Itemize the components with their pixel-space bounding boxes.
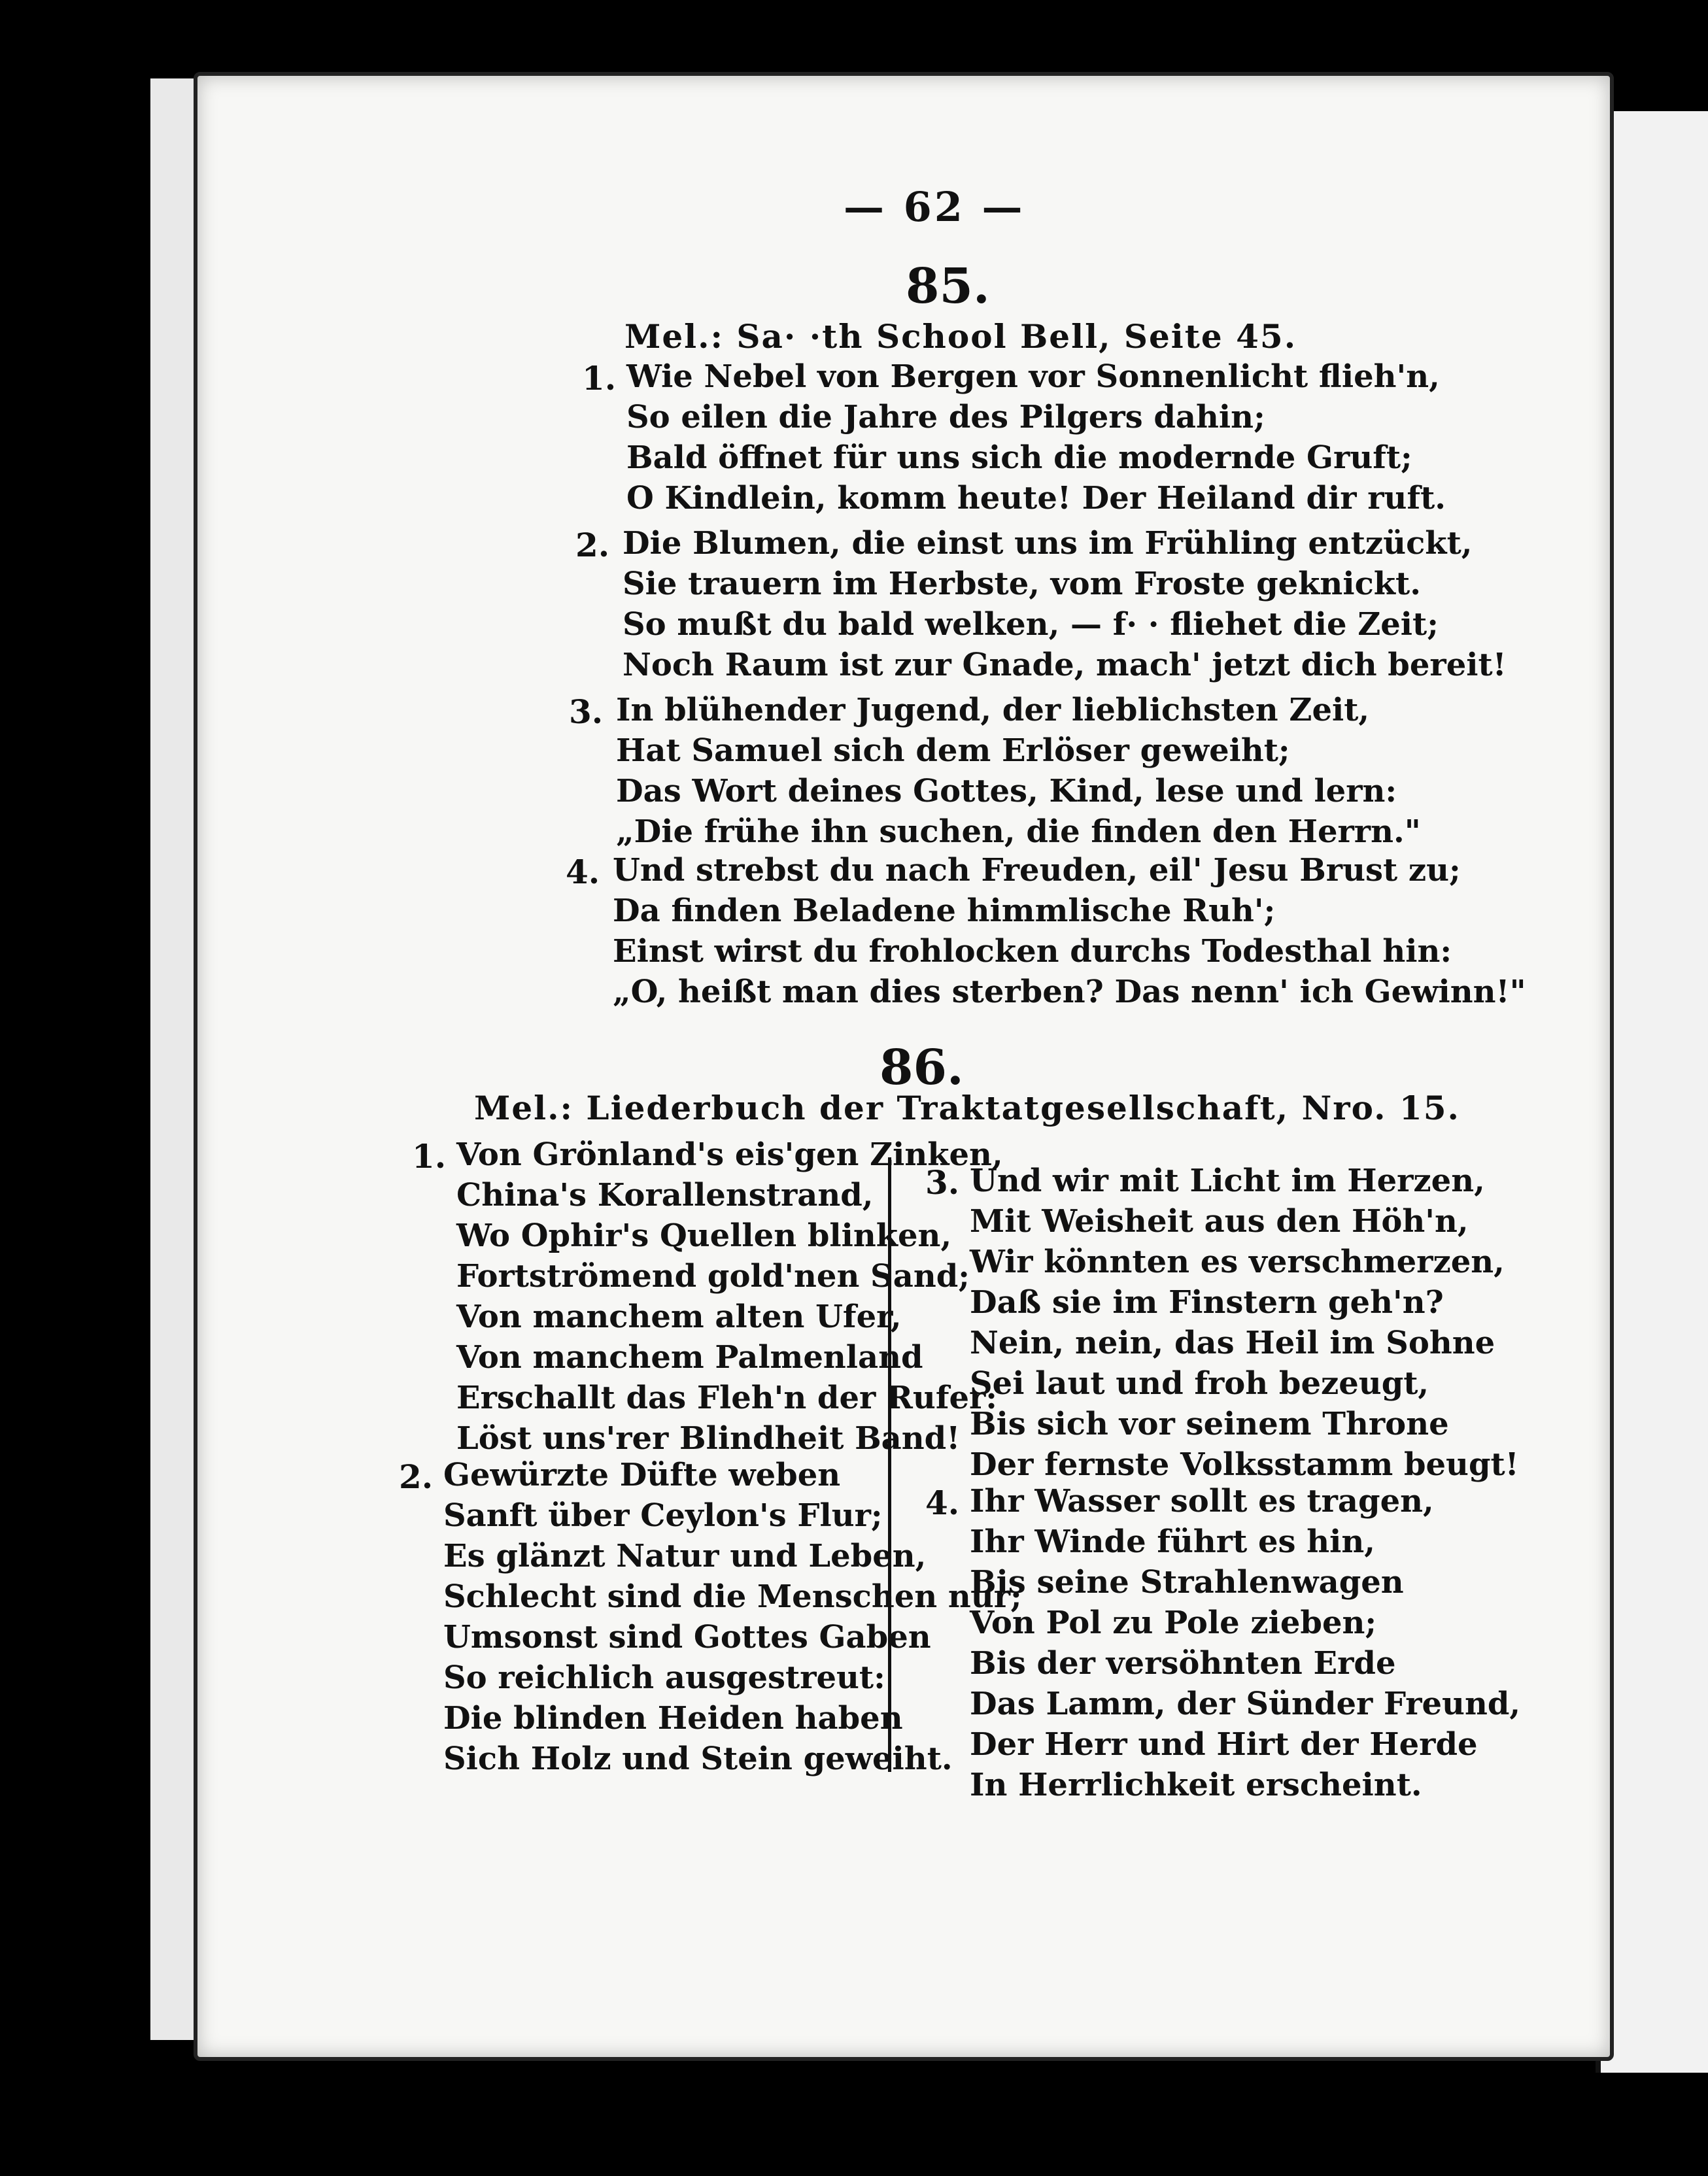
verse-line: Und strebst du nach Freuden, eil' Jesu Brust zu; — [613, 852, 1461, 889]
stanza-number: 4. — [925, 1484, 960, 1522]
verse-line: Mit Weisheit aus den Höh'n, — [970, 1203, 1469, 1240]
verse-line: Es glänzt Natur und Leben, — [443, 1538, 927, 1574]
verse-line: Die Blumen, die einst uns im Frühling entzückt, — [623, 525, 1473, 562]
verse-line: Fortströmend gold'nen Sand; — [456, 1258, 970, 1295]
page-number: — 62 — — [844, 183, 1025, 231]
verse-line: Ihr Winde führt es hin, — [970, 1523, 1375, 1560]
verse-line: So mußt du bald welken, — f· · fliehet die Zeit; — [623, 606, 1439, 643]
stanza-number: 4. — [566, 853, 600, 891]
verse-line: O Kindlein, komm heute! Der Heiland dir ruft. — [626, 480, 1446, 517]
verse-line: Nein, nein, das Heil im Sohne — [970, 1325, 1495, 1361]
verse-line: Wo Ophir's Quellen blinken, — [456, 1217, 952, 1254]
verse-line: Und wir mit Licht im Herzen, — [970, 1163, 1485, 1199]
stanza-number: 3. — [925, 1163, 960, 1202]
verse-line: Einst wirst du frohlocken durchs Todesthal hin: — [613, 933, 1452, 970]
verse-line: Da finden Beladene himmlische Ruh'; — [613, 892, 1276, 929]
verse-line: Bis sich vor seinem Throne — [970, 1406, 1449, 1442]
verse-line: Von manchem Palmenland — [456, 1339, 923, 1376]
verse-line: Von Pol zu Pole zieben; — [970, 1605, 1377, 1641]
verse-line: So eilen die Jahre des Pilgers dahin; — [626, 399, 1265, 435]
verse-line: So reichlich ausgestreut: — [443, 1659, 885, 1696]
verse-line: Das Wort deines Gottes, Kind, lese und lern: — [616, 773, 1397, 809]
verse-line: Von Grönland's eis'gen Zinken, — [456, 1136, 1003, 1173]
verse-line: Schlecht sind die Menschen nur; — [443, 1578, 1022, 1615]
verse-line: Der fernste Volksstamm beugt! — [970, 1446, 1519, 1483]
verse-line: Gewürzte Düfte weben — [443, 1457, 841, 1493]
verse-line: Das Lamm, der Sünder Freund, — [970, 1686, 1521, 1722]
verse-line: Sei laut und froh bezeugt, — [970, 1365, 1429, 1402]
verse-line: Bis der versöhnten Erde — [970, 1645, 1396, 1682]
stanza-number: 1. — [412, 1137, 447, 1176]
verse-line: Von manchem alten Ufer, — [456, 1299, 902, 1335]
verse-line: Die blinden Heiden haben — [443, 1700, 903, 1737]
verse-line: Der Herr und Hirt der Herde — [970, 1726, 1478, 1763]
hymn-85-melody: Mel.: Sa· ·th School Bell, Seite 45. — [624, 317, 1297, 356]
verse-line: Daß sie im Finstern geh'n? — [970, 1284, 1444, 1321]
verse-line: Ihr Wasser sollt es tragen, — [970, 1483, 1434, 1520]
verse-line: Wie Nebel von Bergen vor Sonnenlicht flieh'n, — [626, 358, 1440, 395]
verse-line: Noch Raum ist zur Gnade, mach' jetzt dich bereit! — [623, 647, 1507, 683]
hymn-86-melody: Mel.: Liederbuch der Traktatgesellschaft, Nro. 15. — [474, 1089, 1460, 1127]
verse-line: In blühender Jugend, der lieblichsten Zeit, — [616, 692, 1370, 728]
verse-line: „Die frühe ihn suchen, die finden den Herrn." — [616, 813, 1421, 850]
verse-line: Bis seine Strahlenwagen — [970, 1564, 1404, 1601]
hymn-86-number: 86. — [880, 1040, 964, 1096]
hymn-85-number: 85. — [906, 258, 990, 314]
verse-line: Hat Samuel sich dem Erlöser geweiht; — [616, 732, 1290, 769]
verse-line: Löst uns'rer Blindheit Band! — [456, 1420, 961, 1457]
verse-line: China's Korallenstrand, — [456, 1177, 874, 1214]
verse-line: Sanft über Ceylon's Flur; — [443, 1497, 883, 1534]
verse-line: Sich Holz und Stein geweiht. — [443, 1741, 953, 1777]
verse-line: Wir könnten es verschmerzen, — [970, 1244, 1505, 1280]
stanza-number: 2. — [399, 1457, 434, 1496]
stanza-number: 1. — [582, 359, 617, 398]
verse-line: In Herrlichkeit erscheint. — [970, 1767, 1422, 1803]
verse-line: Bald öffnet für uns sich die modernde Gruft; — [626, 439, 1412, 476]
book-left-edge — [150, 78, 200, 2040]
verse-line: „O, heißt man dies sterben? Das nenn' ich Gewinn!" — [613, 974, 1526, 1010]
verse-line: Erschallt das Fleh'n der Rufer: — [456, 1380, 998, 1416]
stanza-number: 3. — [569, 692, 604, 731]
verse-line: Umsonst sind Gottes Gaben — [443, 1619, 931, 1656]
stanza-number: 2. — [575, 526, 610, 564]
verse-line: Sie trauern im Herbste, vom Froste geknickt. — [623, 566, 1421, 602]
